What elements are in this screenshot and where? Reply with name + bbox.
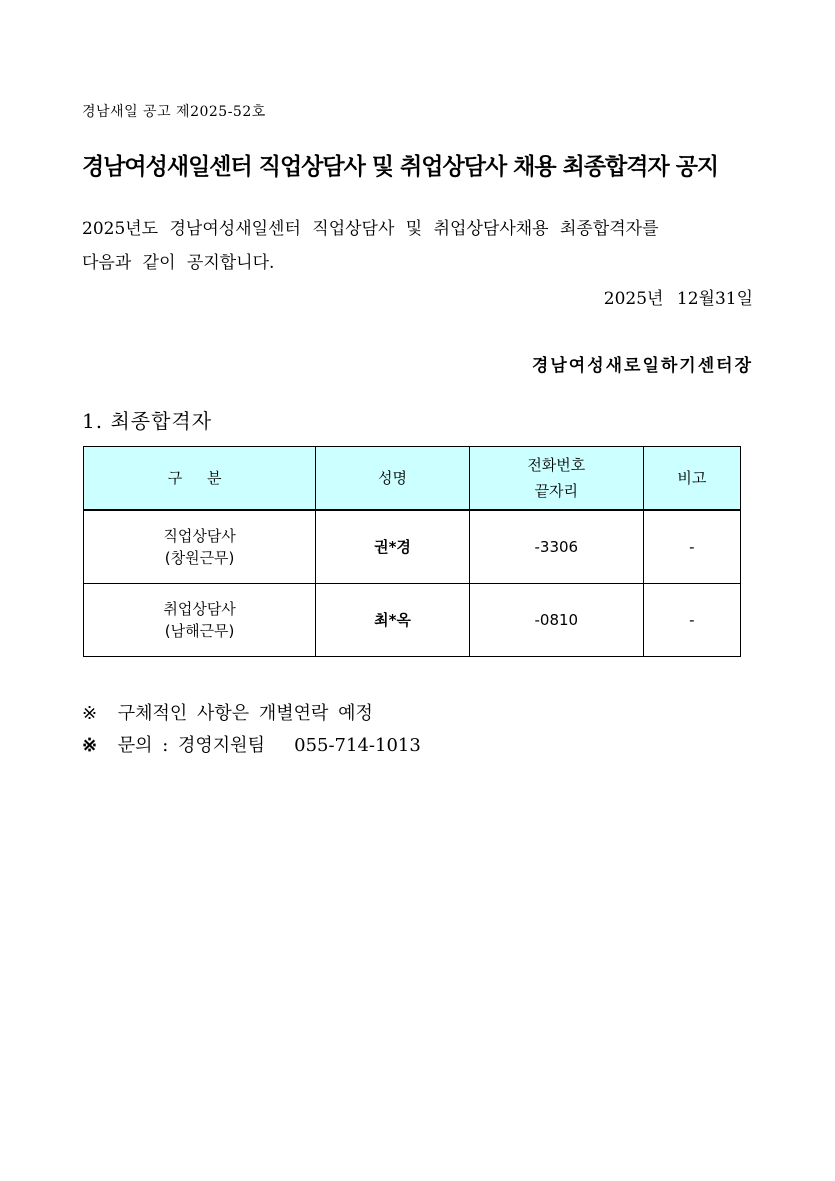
- header-note: 비고: [643, 447, 740, 511]
- header-phone-line-1: 전화번호: [527, 456, 586, 474]
- row-note: -: [643, 510, 740, 584]
- row-name: 최*옥: [316, 584, 470, 657]
- section-title: 최종합격자: [110, 409, 213, 433]
- row-type-line-1: 취업상담사: [163, 600, 236, 618]
- document-date: 2025년 12월31일: [603, 289, 753, 309]
- row-type-line-1: 직업상담사: [163, 527, 236, 545]
- row-type-line-2: (남해근무): [164, 622, 235, 640]
- header-phone-line-2: 끝자리: [534, 482, 579, 500]
- row-phone: -0810: [469, 584, 643, 657]
- section-heading: [82, 405, 212, 434]
- row-note: -: [643, 584, 740, 657]
- header-phone: [469, 447, 643, 511]
- note-line: [82, 730, 421, 762]
- reference-mark-icon: ※: [82, 703, 98, 724]
- table-row: [84, 510, 741, 584]
- notes-block: [82, 698, 421, 762]
- note-text: 구체적인 사항은 개별연락 예정: [117, 703, 373, 724]
- body-line-1: 2025년도 경남여성새일센터 직업상담사 및 취업상담사채용 최종합격자를: [82, 219, 659, 239]
- note-text: 문의 : 경영지원팀 055-714-1013: [117, 735, 421, 756]
- header-name: 성명: [316, 447, 470, 511]
- section-number: 1.: [82, 409, 104, 433]
- row-type-line-2: (창원근무): [164, 549, 235, 567]
- row-phone: -3306: [469, 510, 643, 584]
- row-type: [84, 584, 316, 657]
- issuer-name: 경남여성새로일하기센터장: [531, 356, 753, 376]
- row-name: 권*경: [316, 510, 470, 584]
- results-table: [83, 446, 741, 657]
- table-header-row: [84, 447, 741, 511]
- body-line-2: 다음과 같이 공지합니다.: [82, 253, 275, 273]
- document-title: 경남여성새일센터 직업상담사 및 취업상담사 채용 최종합격자 공지: [82, 154, 719, 180]
- notice-number: 경남새일 공고 제2025-52호: [82, 104, 266, 120]
- header-type: 구 분: [84, 447, 316, 511]
- note-line: [82, 698, 421, 730]
- reference-mark-icon: ※: [82, 735, 98, 756]
- row-type: [84, 510, 316, 584]
- body-paragraph: [82, 212, 754, 280]
- table-row: [84, 584, 741, 657]
